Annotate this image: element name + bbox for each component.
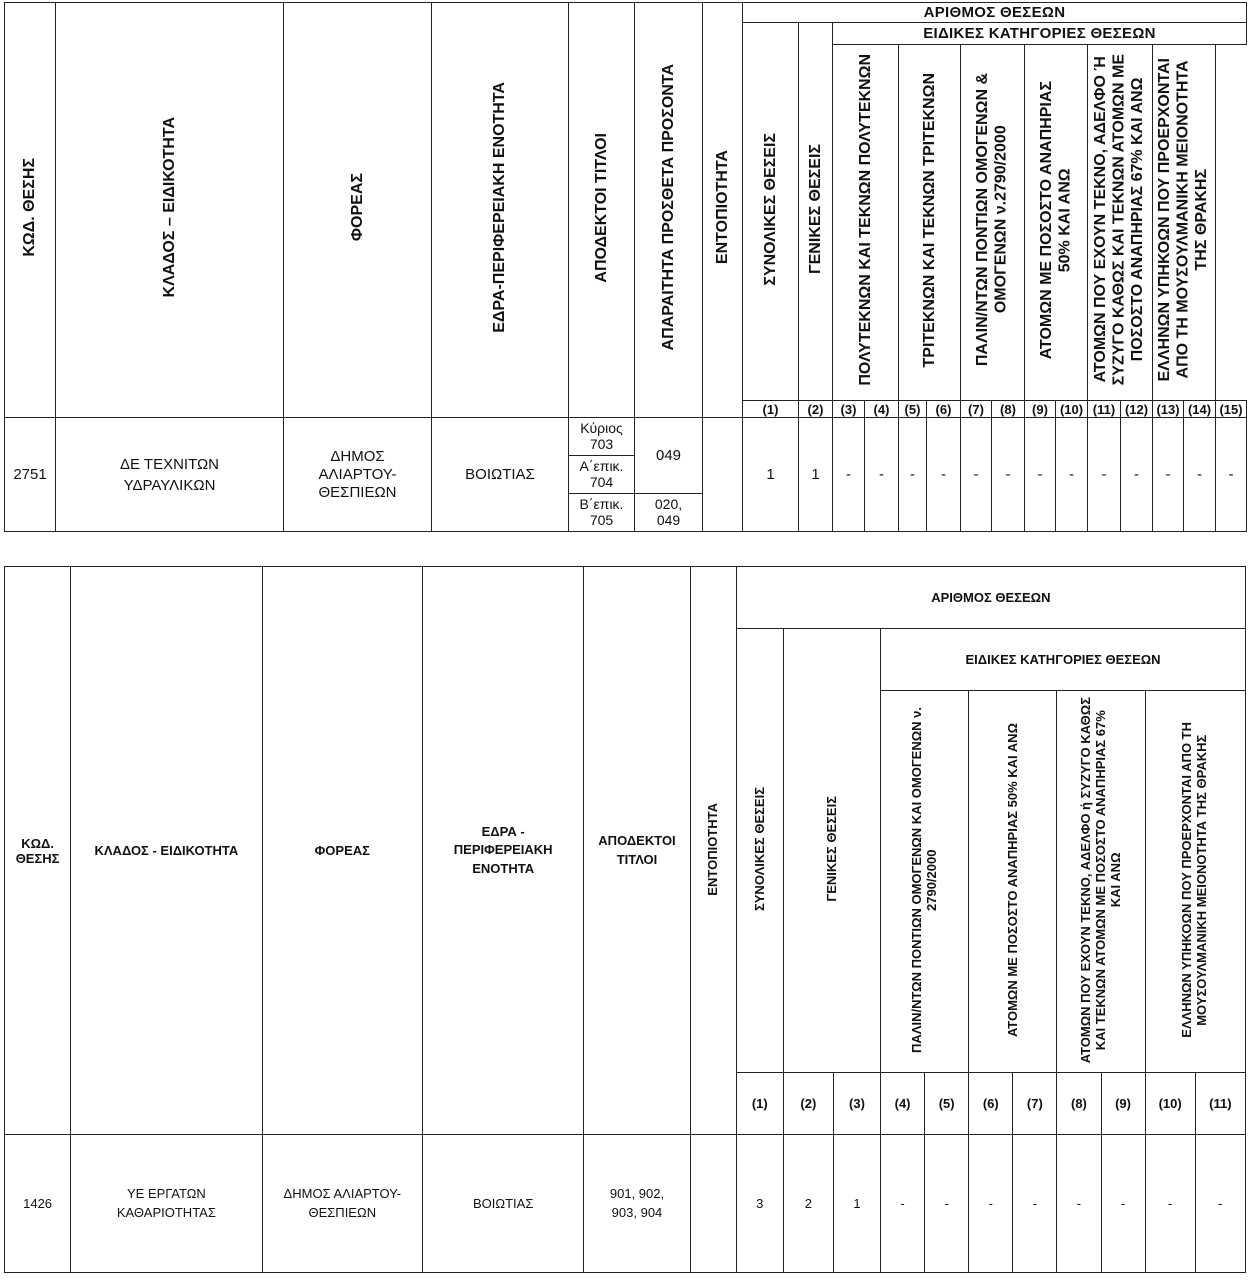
column-number-2: (2)	[783, 1073, 833, 1135]
column-number-4: (4)	[881, 1073, 925, 1135]
positions-table-2751	[4, 2, 1247, 532]
column-number-1: (1)	[743, 401, 799, 418]
column-number-10: (10)	[1145, 1073, 1195, 1135]
header-branch: ΚΛΑΔΟΣ - ΕΙΔΙΚΟΤΗΤΑ	[71, 567, 262, 1135]
row-title-main: Κύριος 703	[569, 418, 635, 456]
column-number-5: (5)	[925, 1073, 969, 1135]
header-titles: ΑΠΟΔΕΚΤΟΙ ΤΙΤΛΟΙ	[569, 3, 635, 418]
column-number-11: (11)	[1195, 1073, 1245, 1135]
header-agency: ΦΟΡΕΑΣ	[262, 567, 422, 1135]
row-value-9: -	[1025, 418, 1056, 532]
column-number-3: (3)	[833, 1073, 880, 1135]
header-cat-disability-67: ΑΤΟΜΩΝ ΠΟΥ ΕΧΟΥΝ ΤΕΚΝΟ, ΑΔΕΛΦΟ ή ΣΥΖΥΓΟ ΚΑΘΩΣ ΚΑΙ ΤΕΚΝΩΝ ΑΤΟΜΩΝ ΜΕ ΠΟΣΟΣΤΟ ΑΝΑΠΗΡΙΑΣ 67% ΚΑΙ ΑΝΩ	[1057, 691, 1145, 1073]
row-region: ΒΟΙΩΤΙΑΣ	[422, 1135, 583, 1273]
row-value-2: 2	[783, 1135, 833, 1273]
row-value-3: 1	[833, 1135, 880, 1273]
row-value-9: -	[1101, 1135, 1145, 1273]
row-branch: ΥΕ ΕΡΓΑΤΩΝ ΚΑΘΑΡΙΟΤΗΤΑΣ	[71, 1135, 262, 1273]
header-agency: ΦΟΡΕΑΣ	[284, 3, 432, 418]
row-region: ΒΟΙΩΤΙΑΣ	[432, 418, 569, 532]
row-value-8: -	[992, 418, 1025, 532]
row-value-10: -	[1145, 1135, 1195, 1273]
row-value-11: -	[1195, 1135, 1245, 1273]
row-value-6: -	[927, 418, 961, 532]
row-value-7: -	[961, 418, 992, 532]
header-cat-omogeneis: ΠΑΛΙΝ/ΝΤΩΝ ΠΟΝΤΙΩΝ ΟΜΟΓΕΝΩΝ ΚΑΙ ΟΜΟΓΕΝΩΝ ν. 2790/2000	[881, 691, 969, 1073]
header-general: ΓΕΝΙΚΕΣ ΘΕΣΕΙΣ	[799, 23, 833, 401]
column-number-8: (8)	[1057, 1073, 1101, 1135]
header-total: ΣΥΝΟΛΙΚΕΣ ΘΕΣΕΙΣ	[736, 629, 783, 1073]
column-number-1: (1)	[736, 1073, 783, 1135]
header-cat-omogeneis: ΠΑΛΙΝ/ΝΤΩΝ ΠΟΝΤΙΩΝ ΟΜΟΓΕΝΩΝ & ΟΜΟΓΕΝΩΝ ν.2790/2000	[961, 45, 1025, 401]
header-region: ΕΔΡΑ - ΠΕΡΙΦΕΡΕΙΑΚΗ ΕΝΟΤΗΤΑ	[422, 567, 583, 1135]
column-number-11: (11)	[1088, 401, 1121, 418]
row-code: 2751	[5, 418, 56, 532]
column-number-9: (9)	[1025, 401, 1056, 418]
header-total: ΣΥΝΟΛΙΚΕΣ ΘΕΣΕΙΣ	[743, 23, 799, 401]
header-locality: ΕΝΤΟΠΙΟΤΗΤΑ	[703, 3, 743, 418]
row-locality	[703, 418, 743, 532]
row-value-15: -	[1216, 418, 1247, 532]
positions-table-1426	[4, 566, 1246, 1273]
header-code: ΚΩΔ. ΘΕΣΗΣ	[5, 567, 71, 1135]
header-code: ΚΩΔ. ΘΕΣΗΣ	[5, 3, 56, 418]
header-cat-disability-50: ΑΤΟΜΩΝ ΜΕ ΠΟΣΟΣΤΟ ΑΝΑΠΗΡΙΑΣ 50% ΚΑΙ ΑΝΩ	[1025, 45, 1088, 401]
column-number-5: (5)	[899, 401, 927, 418]
row-agency: ΔΗΜΟΣ ΑΛΙΑΡΤΟΥ- ΘΕΣΠΙΕΩΝ	[262, 1135, 422, 1273]
column-number-7: (7)	[1013, 1073, 1057, 1135]
header-cat-thrace-minority: ΕΛΛΗΝΩΝ ΥΠΗΚΟΩΝ ΠΟΥ ΠΡΟΕΡΧΟΝΤΑΙ ΑΠΟ ΤΗ ΜΟΥΣΟΥΛΜΑΝΙΚΗ ΜΕΙΟΝΟΤΗΤΑ ΤΗΣ ΘΡΑΚΗΣ	[1153, 45, 1216, 401]
row-value-5: -	[925, 1135, 969, 1273]
row-code: 1426	[5, 1135, 71, 1273]
row-value-4: -	[881, 1135, 925, 1273]
header-special-categories: ΕΙΔΙΚΕΣ ΚΑΤΗΓΟΡΙΕΣ ΘΕΣΕΩΝ	[881, 629, 1246, 691]
row-value-7: -	[1013, 1135, 1057, 1273]
row-extra-2: 020, 049	[635, 494, 703, 532]
header-positions: ΑΡΙΘΜΟΣ ΘΕΣΕΩΝ	[743, 3, 1247, 23]
row-titles: 901, 902, 903, 904	[584, 1135, 690, 1273]
row-value-6: -	[969, 1135, 1013, 1273]
row-value-8: -	[1057, 1135, 1101, 1273]
header-special-categories: ΕΙΔΙΚΕΣ ΚΑΤΗΓΟΡΙΕΣ ΘΕΣΕΩΝ	[833, 23, 1247, 45]
header-general: ΓΕΝΙΚΕΣ ΘΕΣΕΙΣ	[783, 629, 880, 1073]
row-value-4: -	[865, 418, 899, 532]
column-number-3: (3)	[833, 401, 865, 418]
column-number-7: (7)	[961, 401, 992, 418]
column-number-8: (8)	[992, 401, 1025, 418]
column-number-6: (6)	[927, 401, 961, 418]
header-cat-disability-50: ΑΤΟΜΩΝ ΜΕ ΠΟΣΟΣΤΟ ΑΝΑΠΗΡΙΑΣ 50% ΚΑΙ ΑΝΩ	[969, 691, 1057, 1073]
row-agency: ΔΗΜΟΣ ΑΛΙΑΡΤΟΥ- ΘΕΣΠΙΕΩΝ	[284, 418, 432, 532]
row-extra-1: 049	[635, 418, 703, 494]
header-extra-qualifications: ΑΠΑΡΑΙΤΗΤΑ ΠΡΟΣΘΕΤΑ ΠΡΟΣΟΝΤΑ	[635, 3, 703, 418]
header-branch: ΚΛΑΔΟΣ – ΕΙΔΙΚΟΤΗΤΑ	[56, 3, 284, 418]
column-number-2: (2)	[799, 401, 833, 418]
row-value-5: -	[899, 418, 927, 532]
row-locality	[690, 1135, 736, 1273]
column-number-9: (9)	[1101, 1073, 1145, 1135]
header-cat-triteknoi: ΤΡΙΤΕΚΝΩΝ ΚΑΙ ΤΕΚΝΩΝ ΤΡΙΤΕΚΝΩΝ	[899, 45, 961, 401]
table-row	[5, 418, 1247, 456]
row-value-2: 1	[799, 418, 833, 532]
column-number-15: (15)	[1216, 401, 1247, 418]
column-number-12: (12)	[1121, 401, 1153, 418]
row-value-1: 1	[743, 418, 799, 532]
header-locality: ΕΝΤΟΠΙΟΤΗΤΑ	[690, 567, 736, 1135]
column-number-14: (14)	[1184, 401, 1216, 418]
column-number-10: (10)	[1056, 401, 1088, 418]
column-number-4: (4)	[865, 401, 899, 418]
row-value-12: -	[1121, 418, 1153, 532]
header-region: ΕΔΡΑ-ΠΕΡΙΦΕΡΕΙΑΚΗ ΕΝΟΤΗΤΑ	[432, 3, 569, 418]
header-cat-disability-67: ΑΤΟΜΩΝ ΠΟΥ ΕΧΟΥΝ ΤΕΚΝΟ, ΑΔΕΛΦΟ Ή ΣΥΖΥΓΟ ΚΑΘΩΣ ΚΑΙ ΤΕΚΝΩΝ ΑΤΟΜΩΝ ΜΕ ΠΟΣΟΣΤΟ ΑΝΑΠΗΡΙΑΣ 67% ΚΑΙ ΑΝΩ	[1088, 45, 1153, 401]
row-value-11: -	[1088, 418, 1121, 532]
header-cat-thrace-minority: ΕΛΛΗΝΩΝ ΥΠΗΚΟΩΝ ΠΟΥ ΠΡΟΕΡΧΟΝΤΑΙ ΑΠΟ ΤΗ ΜΟΥΣΟΥΛΜΑΝΙΚΗ ΜΕΙΟΝΟΤΗΤΑ ΤΗΣ ΘΡΑΚΗΣ	[1145, 691, 1245, 1073]
row-branch: ΔΕ ΤΕΧΝΙΤΩΝ ΥΔΡΑΥΛΙΚΩΝ	[56, 418, 284, 532]
row-value-13: -	[1153, 418, 1184, 532]
header-positions: ΑΡΙΘΜΟΣ ΘΕΣΕΩΝ	[736, 567, 1245, 629]
header-titles: ΑΠΟΔΕΚΤΟΙ ΤΙΤΛΟΙ	[584, 567, 690, 1135]
column-number-13: (13)	[1153, 401, 1184, 418]
row-title-a: Α΄επικ. 704	[569, 456, 635, 494]
table-row	[5, 1135, 1246, 1273]
row-value-10: -	[1056, 418, 1088, 532]
column-number-6: (6)	[969, 1073, 1013, 1135]
row-value-1: 3	[736, 1135, 783, 1273]
row-title-b: Β΄επικ. 705	[569, 494, 635, 532]
row-value-14: -	[1184, 418, 1216, 532]
row-value-3: -	[833, 418, 865, 532]
header-cat-polyteknoi: ΠΟΛΥΤΕΚΝΩΝ ΚΑΙ ΤΕΚΝΩΝ ΠΟΛΥΤΕΚΝΩΝ	[833, 45, 899, 401]
